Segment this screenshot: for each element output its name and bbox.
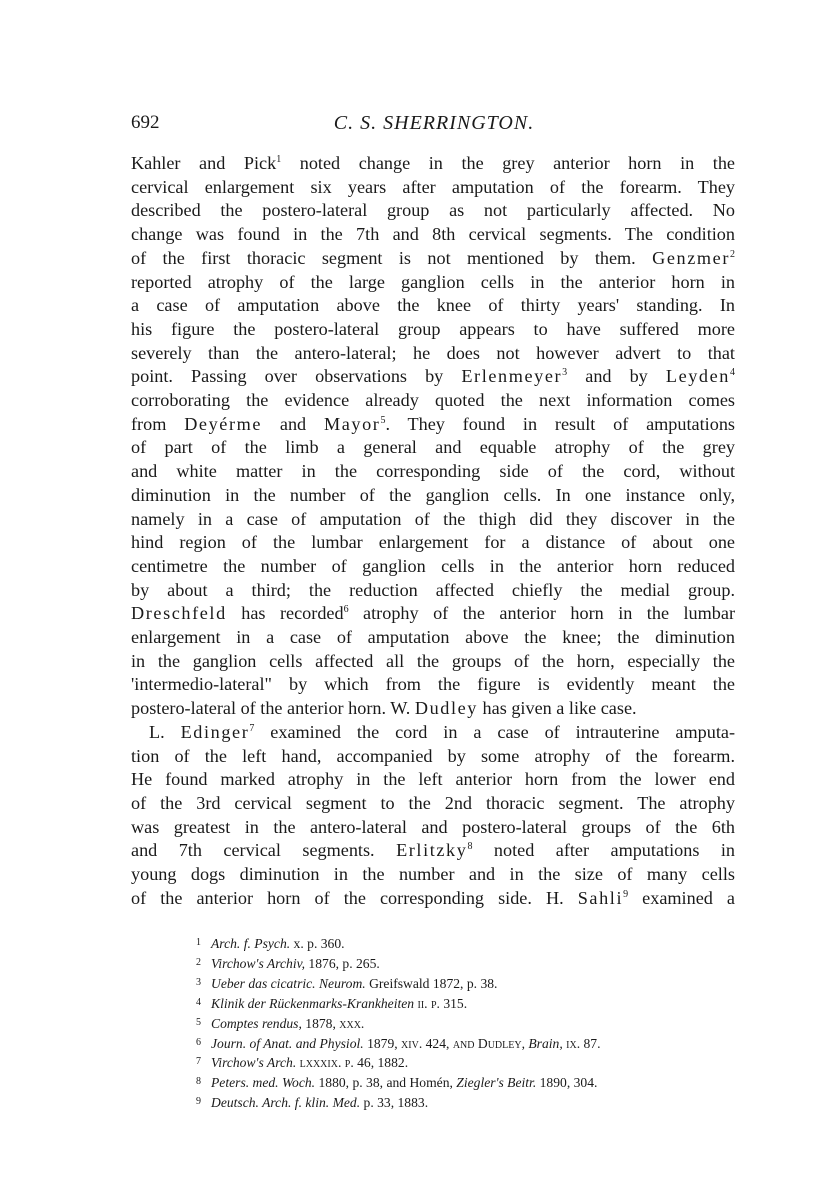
author-name: Sahli bbox=[577, 887, 624, 908]
footnote: 5 Comptes rendus, 1878, xxx. bbox=[196, 1015, 365, 1031]
page-number: 692 bbox=[131, 112, 160, 133]
footnote: 8 Peters. med. Woch. 1880, p. 38, and Homén, Ziegler's Beitr. 1890, 304. bbox=[196, 1075, 598, 1091]
text-line: and 7th cervical segments. Erlitzky$^8$ noted after amputations in bbox=[131, 840, 735, 861]
text-line: 'intermedio-lateral" by which from the figure is evidently meant the bbox=[131, 674, 735, 695]
footnote: 9 Deutsch. Arch. f. klin. Med. p. 33, 1883. bbox=[196, 1095, 429, 1111]
running-title: C. S. SHERRINGTON. bbox=[333, 112, 535, 134]
text-line: change was found in the 7th and 8th cervical segments. The condition bbox=[131, 224, 735, 245]
text-line: by about a third; the reduction affected chiefly the medial group. bbox=[131, 579, 735, 600]
text-line: from Deyérme and Mayor$^5$. They found in result of amputations bbox=[131, 413, 735, 434]
text-line: Kahler and Pick$^1$ noted change in the grey anterior horn in the bbox=[131, 153, 735, 173]
text-line: diminution in the number of the ganglion cells. In one instance only, bbox=[131, 484, 735, 505]
text-line: described the postero-lateral group as not particularly affected. No bbox=[131, 200, 735, 221]
text-line: namely in a case of amputation of the thigh did they discover in the bbox=[131, 508, 735, 529]
text-line: and white matter in the corresponding side of the cord, without bbox=[131, 461, 735, 482]
footnotes bbox=[196, 934, 756, 1113]
text-line: reported atrophy of the large ganglion cells in the anterior horn in bbox=[131, 271, 735, 292]
author-name: Mayor bbox=[323, 413, 381, 434]
text-line: of the first thoracic segment is not mentioned by them. Genzmer$^2$ bbox=[131, 247, 735, 268]
author-name: Dreschfeld bbox=[131, 603, 227, 624]
text-line: enlargement in a case of amputation above the knee; the diminution bbox=[131, 627, 735, 648]
text-line: severely than the antero-lateral; he does not however advert to that bbox=[131, 342, 735, 363]
footnote: 3 Ueber das cicatric. Neurom. Greifswald 1872, p. 38. bbox=[196, 975, 498, 991]
text-line: a case of amputation above the knee of thirty years' standing. In bbox=[131, 295, 735, 316]
author-name: Dudley bbox=[414, 698, 478, 719]
text-line: L. Edinger$^7$ examined the cord in a case of intrauterine amputa- bbox=[149, 721, 735, 742]
text-line: of the 3rd cervical segment to the 2nd thoracic segment. The atrophy bbox=[131, 792, 735, 813]
text-line: Dreschfeld has recorded$^6$ atrophy of the anterior horn in the lumbar bbox=[131, 603, 736, 624]
author-name: Leyden bbox=[665, 366, 730, 387]
text-line: postero-lateral of the anterior horn. W. Dudley has given a like case. bbox=[131, 698, 637, 719]
text-line: cervical enlargement six years after amputation of the forearm. They bbox=[131, 176, 735, 197]
author-name: Erlenmeyer bbox=[461, 366, 563, 387]
author-name: Deyérme bbox=[184, 413, 263, 434]
text-line: point. Passing over observations by Erlenmeyer$^3$ and by Leyden$^4$ bbox=[131, 366, 735, 387]
author-name: Erlitzky bbox=[396, 840, 468, 861]
text-line: young dogs diminution in the number and in the size of many cells bbox=[131, 864, 735, 885]
footnote: 4 Klinik der Rückenmarks-Krankheiten ii. p. 315. bbox=[196, 995, 468, 1011]
text-line: He found marked atrophy in the left anterior horn from the lower end bbox=[131, 769, 735, 790]
text-line: centimetre the number of ganglion cells in the anterior horn reduced bbox=[131, 555, 735, 576]
text-line: of the anterior horn of the corresponding side. H. Sahli$^9$ examined a bbox=[131, 887, 735, 908]
paragraph-1 bbox=[131, 152, 735, 721]
text-line: hind region of the lumbar enlargement for a distance of about one bbox=[131, 532, 735, 553]
footnote: 6 Journ. of Anat. and Physiol. 1879, xiv. 424, and Dudley, Brain, ix. 87. bbox=[196, 1035, 601, 1051]
text-line: of part of the limb a general and equable atrophy of the grey bbox=[131, 437, 735, 458]
text-line: in the ganglion cells affected all the groups of the horn, especially the bbox=[131, 650, 735, 671]
author-name: Genzmer bbox=[652, 247, 730, 268]
footnote: 7 Virchow's Arch. lxxxix. p. 46, 1882. bbox=[196, 1055, 409, 1071]
paragraph-2 bbox=[131, 721, 735, 911]
text-line: corroborating the evidence already quoted the next information comes bbox=[131, 390, 735, 411]
footnote: 2 Virchow's Archiv, 1876, p. 265. bbox=[196, 955, 380, 971]
footnote: 1 Arch. f. Psych. x. p. 360. bbox=[196, 936, 345, 951]
text-line: his figure the postero-lateral group appears to have suffered more bbox=[131, 318, 735, 339]
text-line: tion of the left hand, accompanied by some atrophy of the forearm. bbox=[131, 745, 735, 766]
body-text bbox=[131, 152, 735, 911]
text-line: was greatest in the antero-lateral and postero-lateral groups of the 6th bbox=[131, 816, 735, 837]
page-header bbox=[131, 112, 737, 142]
author-name: Edinger bbox=[180, 721, 250, 742]
